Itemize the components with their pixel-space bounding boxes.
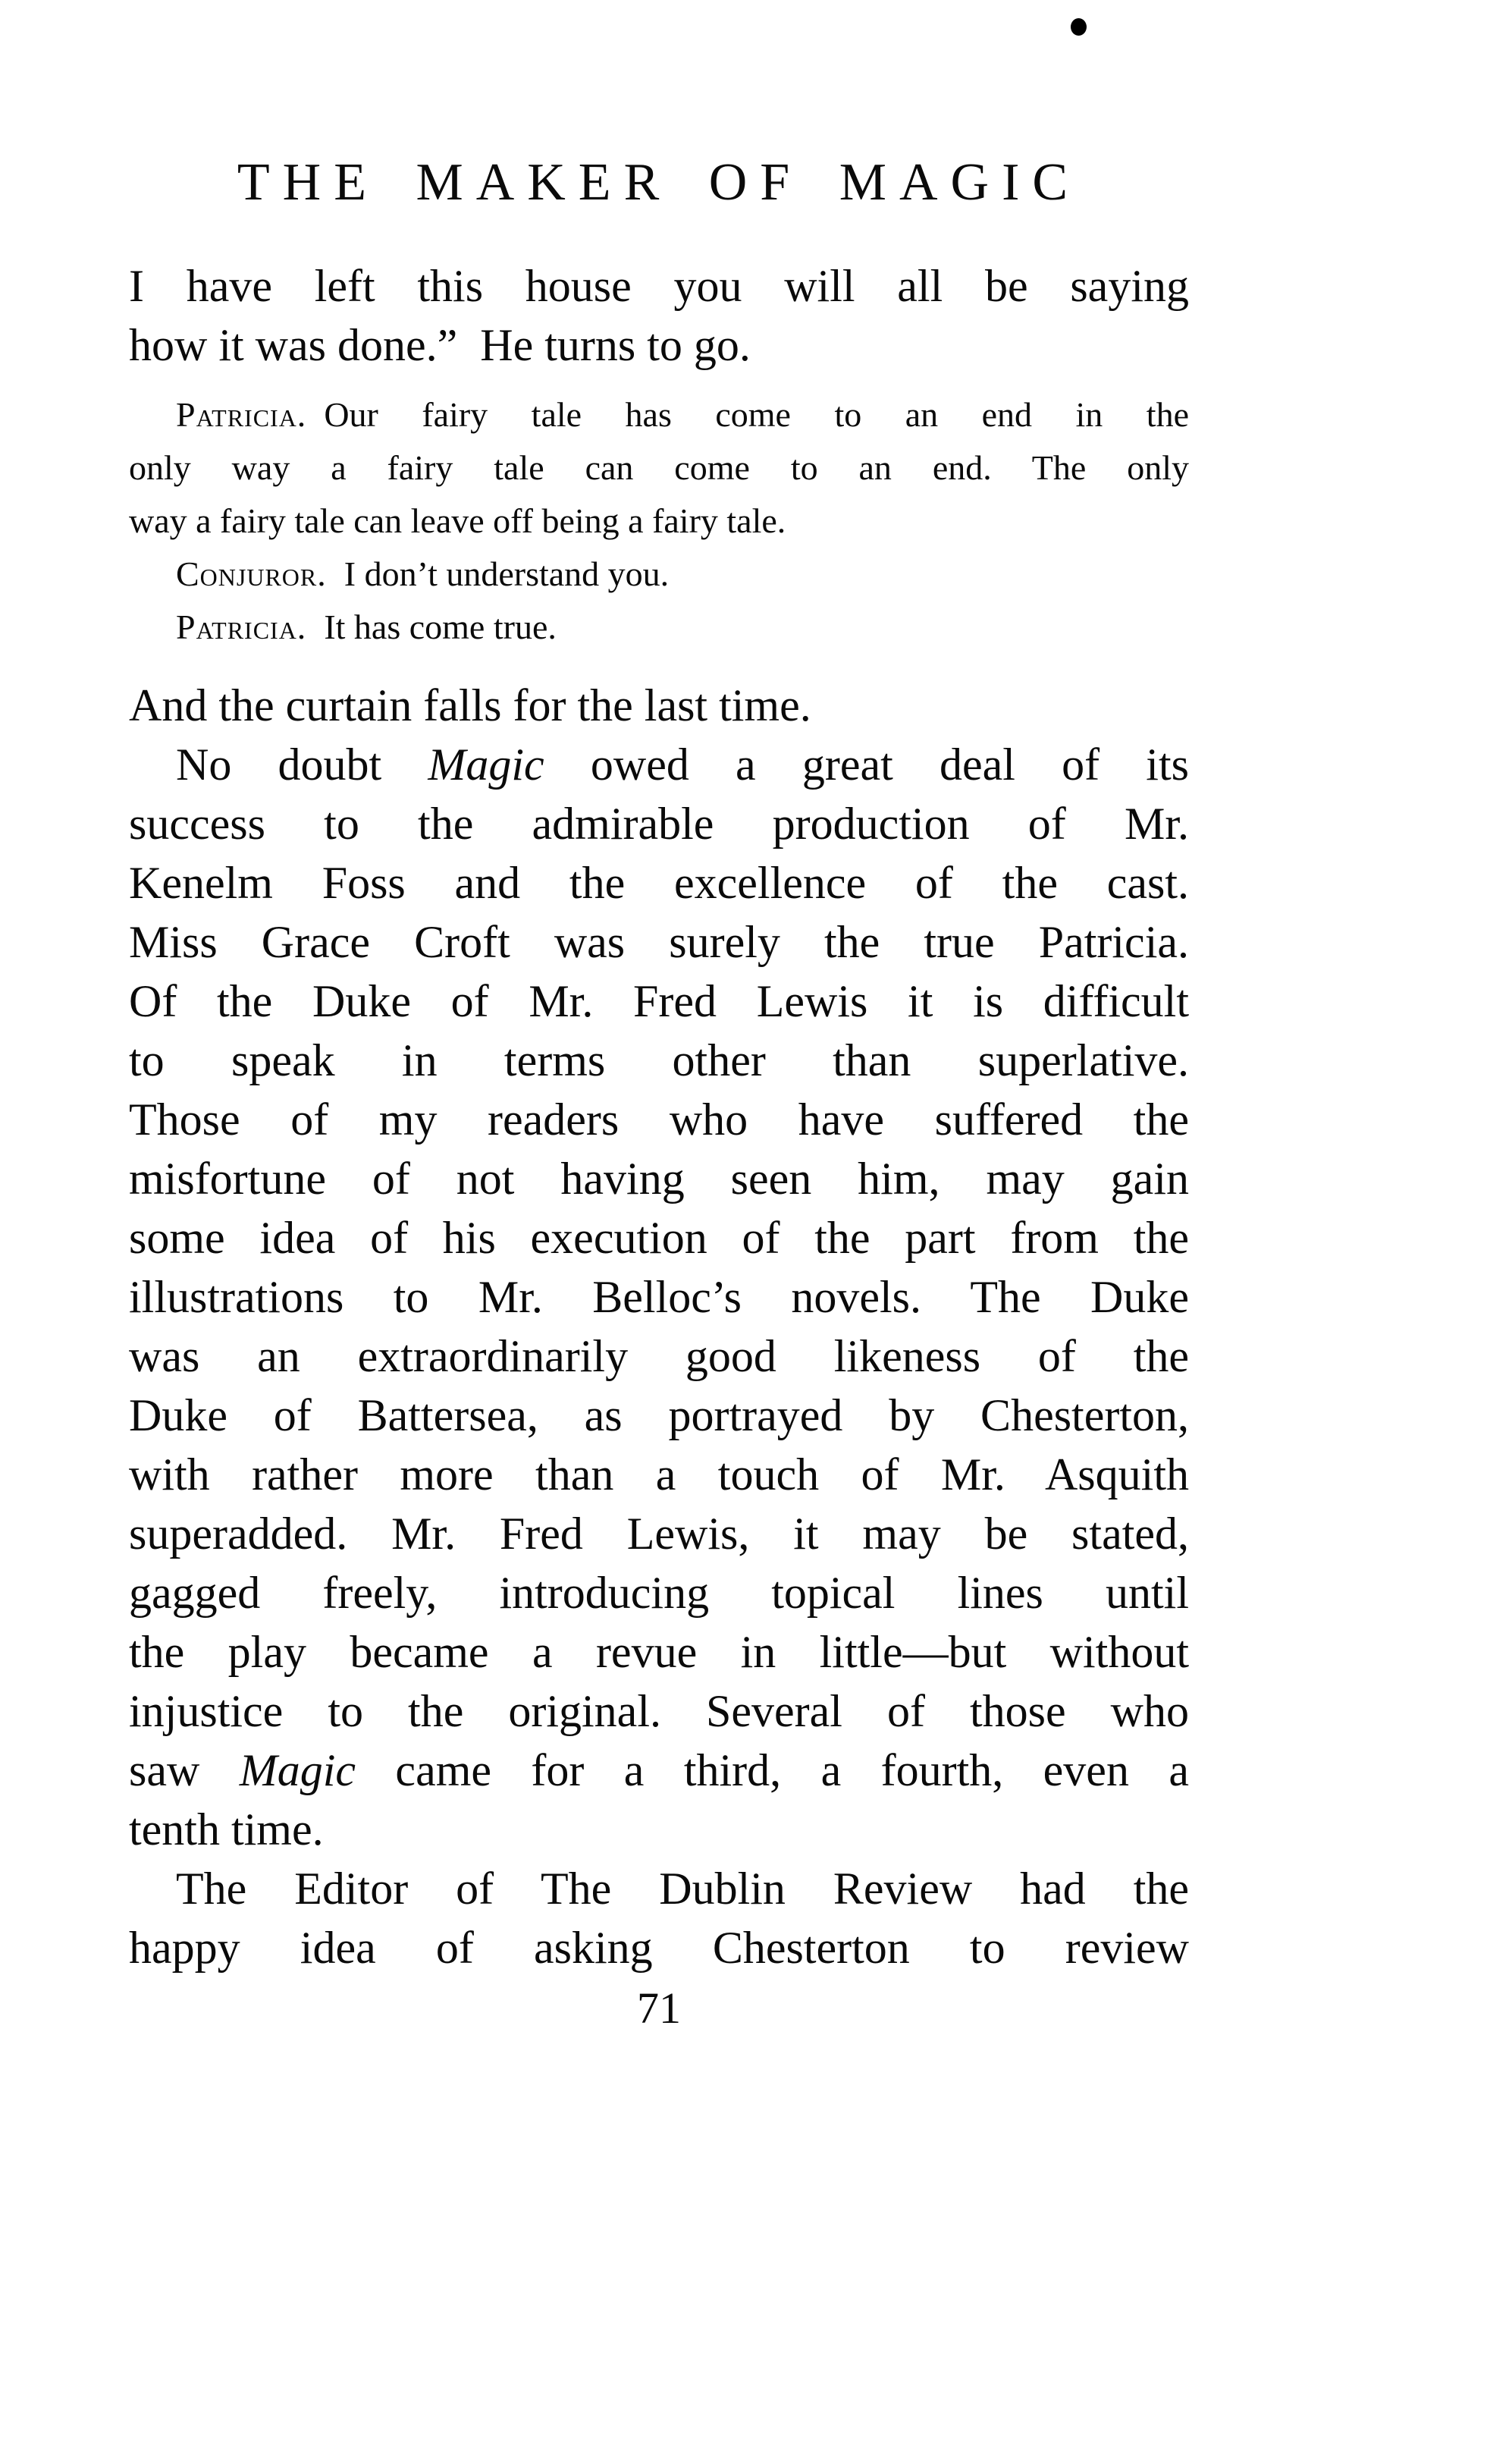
- text-line: [129, 1445, 1189, 1504]
- text-line: [129, 1090, 1189, 1149]
- text-segment: to speak in terms other than superlative.: [129, 1035, 1189, 1085]
- text-line: [129, 1327, 1189, 1386]
- text-line: [129, 495, 1189, 548]
- text-segment: And the curtain falls for the last time.: [129, 680, 811, 730]
- text-segment: gagged freely, introducing topical lines until: [129, 1568, 1189, 1618]
- text-line: [129, 1859, 1189, 1918]
- text-segment: came for a third, a fourth, even a: [356, 1745, 1189, 1795]
- text-line: [129, 548, 1189, 601]
- text-line: [129, 388, 1189, 441]
- text-segment: superadded. Mr. Fred Lewis, it may be stated,: [129, 1509, 1189, 1559]
- text-line: [129, 1741, 1189, 1800]
- text-line: [129, 1386, 1189, 1445]
- text-segment: was an extraordinarily good likeness of the: [129, 1331, 1189, 1381]
- speaker-name: Conjuror.: [176, 554, 327, 593]
- text-segment: The Editor of The Dublin Review had the: [176, 1864, 1189, 1914]
- text-line: [129, 1504, 1189, 1563]
- text-segment: some idea of his execution of the part from the: [129, 1213, 1189, 1263]
- text-segment: Miss Grace Croft was surely the true Patricia.: [129, 917, 1189, 967]
- main-text: [129, 676, 1189, 1977]
- text-segment: Kenelm Foss and the excellence of the cast.: [129, 858, 1189, 908]
- page-number: 71: [637, 1983, 681, 2033]
- text-line: [129, 912, 1189, 972]
- text-segment: It has come true.: [306, 608, 557, 646]
- text-segment: injustice to the original. Several of those who: [129, 1686, 1189, 1736]
- text-line: [129, 441, 1189, 495]
- text-segment: illustrations to Mr. Belloc’s novels. The Duke: [129, 1272, 1189, 1322]
- text-segment: success to the admirable production of Mr.: [129, 799, 1189, 849]
- text-segment: Of the Duke of Mr. Fred Lewis it is difficult: [129, 976, 1189, 1026]
- speaker-name: Patricia.: [176, 608, 307, 646]
- text-segment: Duke of Battersea, as portrayed by Chesterton,: [129, 1390, 1189, 1440]
- text-line: [129, 1267, 1189, 1327]
- text-segment: the play became a revue in little—but without: [129, 1627, 1189, 1677]
- text-segment: Those of my readers who have suffered the: [129, 1094, 1189, 1145]
- text-segment: tenth time.: [129, 1804, 324, 1854]
- text-segment: with rather more than a touch of Mr. Asquith: [129, 1449, 1189, 1499]
- text-line: [129, 1800, 1189, 1859]
- dialogue-excerpt: [129, 388, 1189, 654]
- text-segment: Our fairy tale has come to an end in the: [306, 395, 1189, 434]
- text-segment: I don’t understand you.: [326, 554, 670, 593]
- opening-paragraph: [129, 256, 1189, 375]
- text-segment: only way a fairy tale can come to an end. The only: [129, 448, 1189, 487]
- text-line: [129, 601, 1189, 654]
- text-segment: saw: [129, 1745, 240, 1795]
- text-segment: how it was done.” He turns to go.: [129, 320, 751, 370]
- play-title: Magic: [239, 1745, 356, 1795]
- text-line: [129, 1682, 1189, 1741]
- text-segment: happy idea of asking Chesterton to review: [129, 1923, 1189, 1973]
- text-line: [129, 1208, 1189, 1267]
- text-segment: I have left this house you will all be saying: [129, 261, 1189, 311]
- ink-dot: [1071, 18, 1087, 36]
- text-segment: No doubt: [176, 740, 428, 790]
- text-line: [129, 1031, 1189, 1090]
- text-line: [129, 1149, 1189, 1208]
- text-segment: owed a great deal of its: [544, 740, 1189, 790]
- text-line: [129, 676, 1189, 735]
- text-line: [129, 735, 1189, 794]
- text-line: [129, 853, 1189, 912]
- page-title: THE MAKER OF MAGIC: [237, 153, 1081, 212]
- text-line: [129, 1918, 1189, 1977]
- text-line: [129, 256, 1189, 316]
- text-line: [129, 972, 1189, 1031]
- text-line: [129, 794, 1189, 853]
- text-line: [129, 1563, 1189, 1622]
- text-line: [129, 1622, 1189, 1682]
- speaker-name: Patricia.: [176, 395, 307, 434]
- play-title: Magic: [428, 740, 544, 790]
- text-segment: misfortune of not having seen him, may gain: [129, 1154, 1189, 1204]
- text-segment: way a fairy tale can leave off being a fairy tale.: [129, 501, 786, 540]
- text-line: [129, 316, 1189, 375]
